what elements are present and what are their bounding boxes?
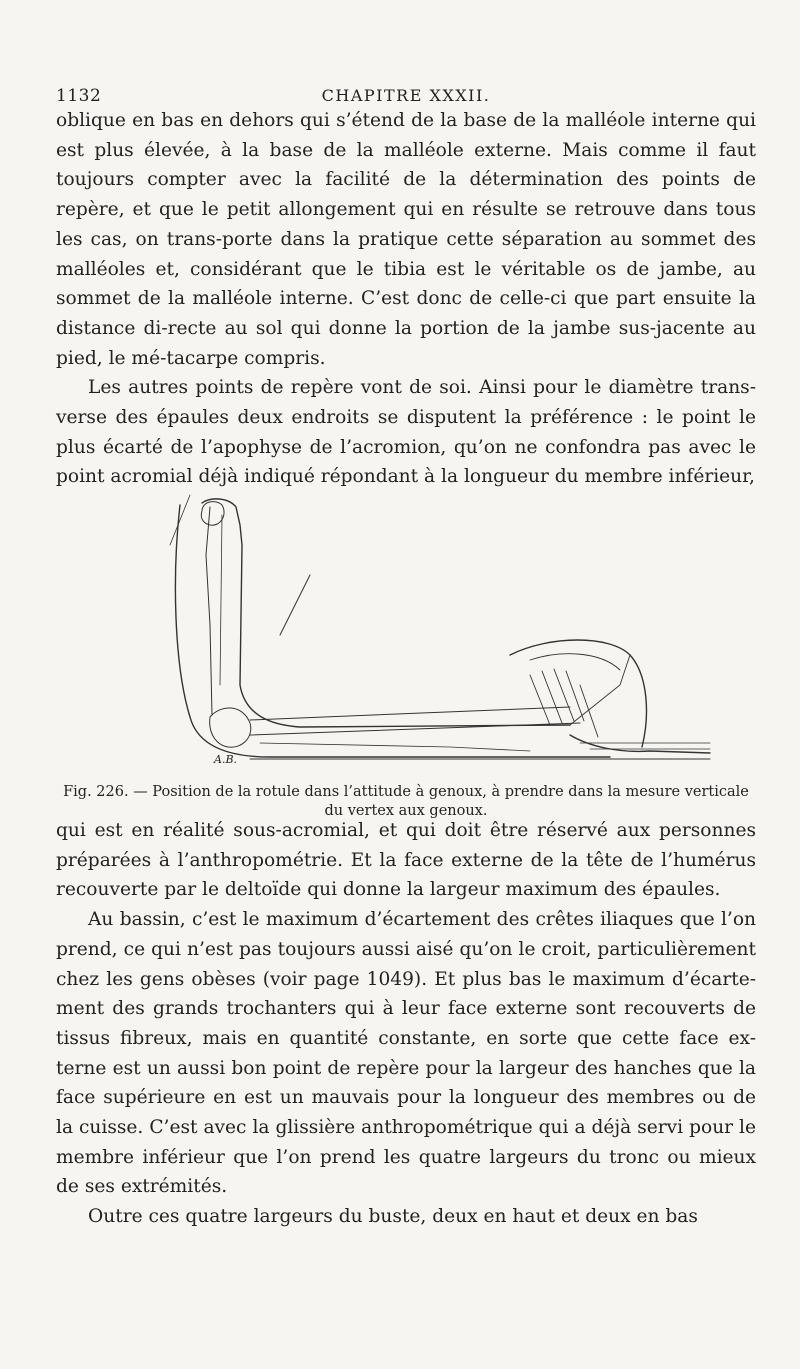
figure-kneeling-leg-illustration [150, 485, 730, 765]
page-number: 1132 [56, 86, 102, 106]
anatomical-drawing [150, 485, 730, 765]
paragraph: oblique en bas en dehors qui s’étend de la base de la malléole interne qui est plus élevée, à la base de la malléole externe. Mais comme il faut toujours compter avec la facilité de la détermination des points de repère, et que le petit allongement qui en résulte se retrouve dans tous les cas, on trans-porte dans la pratique cette séparation au sommet des malléoles et, considérant que le tibia est le véritable os de jambe, au sommet de la malléole interne. C’est donc de celle-ci que part ensuite la distance di-recte au sol qui donne la portion de la jambe sus-jacente au pied, le mé-tacarpe compris. [56, 110, 756, 369]
figure-caption: Fig. 226. — Position de la rotule dans l’attitude à genoux, à prendre dans la mesure verticale du vertex aux genoux. [63, 784, 749, 819]
running-head: CHAPITRE XXXII. [321, 86, 491, 105]
paragraph: Les autres points de repère vont de soi. Ainsi pour le diamètre trans-verse des épaules deux endroits se disputent la préférence : le point le plus écarté de l’apophyse de l’acromion, qu’on ne confondra pas avec le point acromial déjà indiqué répondant à la longueur du membre inférieur, [56, 377, 756, 488]
paragraph: qui est en réalité sous-acromial, et qui doit être réservé aux personnes préparées à l’anthropométrie. Et la face externe de la tête de l’humérus recouverte par le deltoïde qui donne la largeur maximum des épaules. [56, 820, 756, 901]
text-block-bottom [56, 816, 756, 1232]
paragraph: Au bassin, c’est le maximum d’écartement des crêtes iliaques que l’on prend, ce qui n’est pas toujours aussi aisé qu’on le croit, particulièrement chez les gens obèses (voir page 1049). Et plus bas le maximum d’écarte-ment des grands trochanters qui à leur face externe sont recouverts de tissus fibreux, mais en quantité constante, en sorte que cette face ex-terne est un aussi bon point de repère pour la largeur des hanches que la face supérieure en est un mauvais pour la longueur des membres ou de la cuisse. C’est avec la glissière anthropométrique qui a déjà servi pour le membre inférieur que l’on prend les quatre largeurs du tronc ou mieux de ses extrémités. [56, 909, 756, 1198]
text-block-top [56, 106, 756, 492]
paragraph: Outre ces quatre largeurs du buste, deux en haut et deux en bas [88, 1206, 698, 1228]
figure-label: A.B. [214, 753, 238, 766]
